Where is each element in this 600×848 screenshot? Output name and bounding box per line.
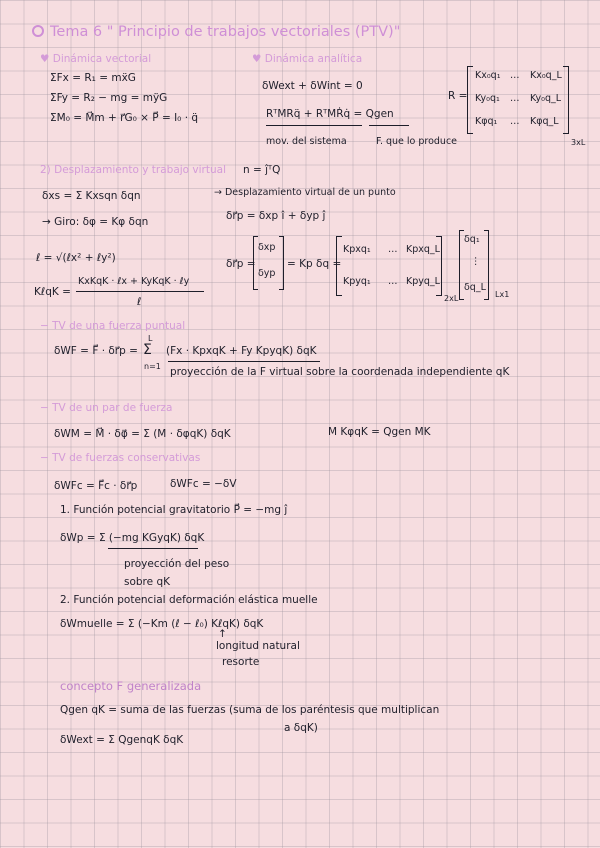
section2-heading-note: n = ĵᵀQ — [243, 164, 281, 176]
vectorial-eq-1: ΣFx = R₁ = mẍG — [50, 72, 136, 84]
concept-line-1: Qgen qK = suma de las fuerzas (suma de los paréntesis que multiplican — [60, 704, 440, 716]
analitica-eq-2: RᵀMRq̈ + RᵀMṘq̇ = Qgen — [266, 108, 394, 120]
vectorial-eq-3: ΣM₀ = M⃗m + r⃗G₀ × P⃗ = I₀ · q̈ — [50, 112, 199, 124]
tv-pair-right: M KφqK = Qgen MK — [328, 426, 431, 438]
r-label: R = — [448, 90, 468, 102]
tv-cons-item-1-underline — [108, 548, 198, 549]
tv-pair-eq: δWM = M⃗ · δφ⃗ = Σ (M · δφqK) δqK — [54, 428, 231, 440]
r-matrix-r2c2: … — [510, 93, 520, 104]
section2-eq-1-note: → Desplazamiento virtual de un punto — [214, 187, 396, 198]
r-matrix-r1c1: Kx₀q₁ — [475, 70, 501, 81]
section2-eq-1: δxs = Σ Kxsqn δqn — [42, 190, 141, 202]
tv-point-heading: − TV de una fuerza puntual — [40, 320, 186, 332]
vectorial-eq-2: ΣFy = R₂ − mg = mÿG — [50, 92, 168, 104]
tv-cons-heading: − TV de fuerzas conservativas — [40, 452, 201, 464]
qvec-L: δq_L — [464, 282, 486, 293]
page-title: Tema 6 " Principio de trabajos vectoriales (PTV)" — [32, 24, 400, 41]
kmatrix-dim: 2xL — [444, 294, 459, 303]
section2-vec-lhs: δr⃗p = — [226, 258, 256, 270]
underline-a — [266, 125, 362, 126]
tv-cons-eq-right: δWFc = −δV — [170, 478, 237, 490]
concept-line-3: δWext = Σ QgenqK δqK — [60, 734, 184, 746]
tv-cons-item-2-note-b: resorte — [222, 656, 260, 668]
kmatrix-r2c1: Kpyq₁ — [343, 276, 371, 287]
r-matrix-dim: 3xL — [571, 138, 586, 147]
tv-pair-heading: − TV de un par de fuerza — [40, 402, 173, 414]
kmatrix-r2c3: Kpyq_L — [406, 276, 440, 287]
concept-line-2: a δqK) — [284, 722, 318, 734]
concept-heading: concepto F generalizada — [60, 679, 202, 693]
fraction-bar — [76, 291, 204, 292]
tv-point-note: proyección de la F virtual sobre la coordenada independiente qK — [170, 366, 510, 378]
label-mov-sistema: mov. del sistema — [266, 136, 347, 147]
kmatrix-r1c1: Kpxq₁ — [343, 244, 371, 255]
analitica-eq-1: δWext + δWint = 0 — [262, 80, 363, 92]
qvec-dim: Lx1 — [495, 290, 510, 299]
kmatrix-left-bracket — [336, 236, 342, 296]
tv-cons-item-1-note-b: sobre qK — [124, 576, 170, 588]
underline-b — [369, 125, 409, 126]
tv-cons-item-2: 2. Función potencial deformación elástica muelle — [60, 594, 318, 606]
tv-cons-item-1-note-a: proyección del peso — [124, 558, 230, 570]
vec-dxp: δxp — [258, 242, 276, 253]
tv-cons-eq: δWFc = F⃗c · δr⃗p — [54, 480, 138, 492]
section2-eq-4-num: KxKqK · ℓx + KyKqK · ℓy — [78, 276, 190, 287]
tv-cons-item-1-eq: δWp = Σ (−mg KGyqK) δqK — [60, 532, 205, 544]
qvec-1: δq₁ — [464, 234, 480, 245]
sigma-icon: Σ — [143, 342, 152, 358]
r-matrix-r1c2: … — [510, 70, 520, 81]
vec-dyp: δyp — [258, 268, 276, 279]
section2-eq-2-right: δr⃗p = δxp î + δyp ĵ — [226, 210, 326, 222]
vectorial-heading: ♥ Dinámica vectorial — [40, 53, 152, 65]
section2-eq-2: → Giro: δφ = Kφ δqn — [42, 216, 149, 228]
analitica-heading: ♥ Dinámica analítica — [252, 53, 363, 65]
tv-cons-item-1: 1. Función potencial gravitatorio P⃗ = −mg ĵ — [60, 504, 288, 516]
section2-eq-4-den: ℓ — [137, 296, 142, 308]
section2-eq-4-lhs: KℓqK = — [34, 286, 71, 298]
kmatrix-r2c2: … — [388, 276, 398, 287]
r-matrix-left-bracket — [467, 66, 473, 134]
kmatrix-r1c3: Kpxq_L — [406, 244, 440, 255]
tv-point-sum-expr: (Fx · KpxqK + Fy KpyqK) δqK — [166, 345, 317, 357]
tv-point-sum-bottom: n=1 — [144, 362, 161, 371]
bullet-circle-icon — [32, 25, 44, 37]
section2-heading: 2) Desplazamiento y trabajo virtual — [40, 164, 227, 176]
r-matrix-right-bracket — [563, 66, 569, 134]
tv-cons-item-2-eq: δWmuelle = Σ (−Km (ℓ − ℓ₀) KℓqK) δqK — [60, 618, 264, 630]
r-matrix-r3c3: Kφq_L — [530, 116, 559, 127]
tv-point-eq: δWF = F⃗ · δr⃗p = — [54, 345, 138, 357]
r-matrix-r3c1: Kφq₁ — [475, 116, 498, 127]
r-matrix-r2c3: Ky₀q_L — [530, 93, 562, 104]
kmatrix-r1c2: … — [388, 244, 398, 255]
section2-kp: = Kp δq = — [287, 258, 342, 270]
section2-eq-3: ℓ = √(ℓx² + ℓy²) — [36, 252, 116, 264]
tv-point-underline — [168, 361, 320, 362]
label-f-produce: F. que lo produce — [376, 136, 458, 147]
r-matrix-r2c1: Ky₀q₁ — [475, 93, 500, 104]
r-matrix-r1c3: Kx₀q_L — [530, 70, 562, 81]
tv-point-sum-top: L — [148, 334, 153, 343]
qvec-dots: ⋮ — [471, 256, 481, 267]
tv-cons-item-2-note-a: longitud natural — [216, 640, 300, 652]
vec-right-bracket — [279, 236, 284, 290]
r-matrix-r3c2: … — [510, 116, 520, 127]
up-arrow-icon: ↑ — [218, 628, 227, 640]
